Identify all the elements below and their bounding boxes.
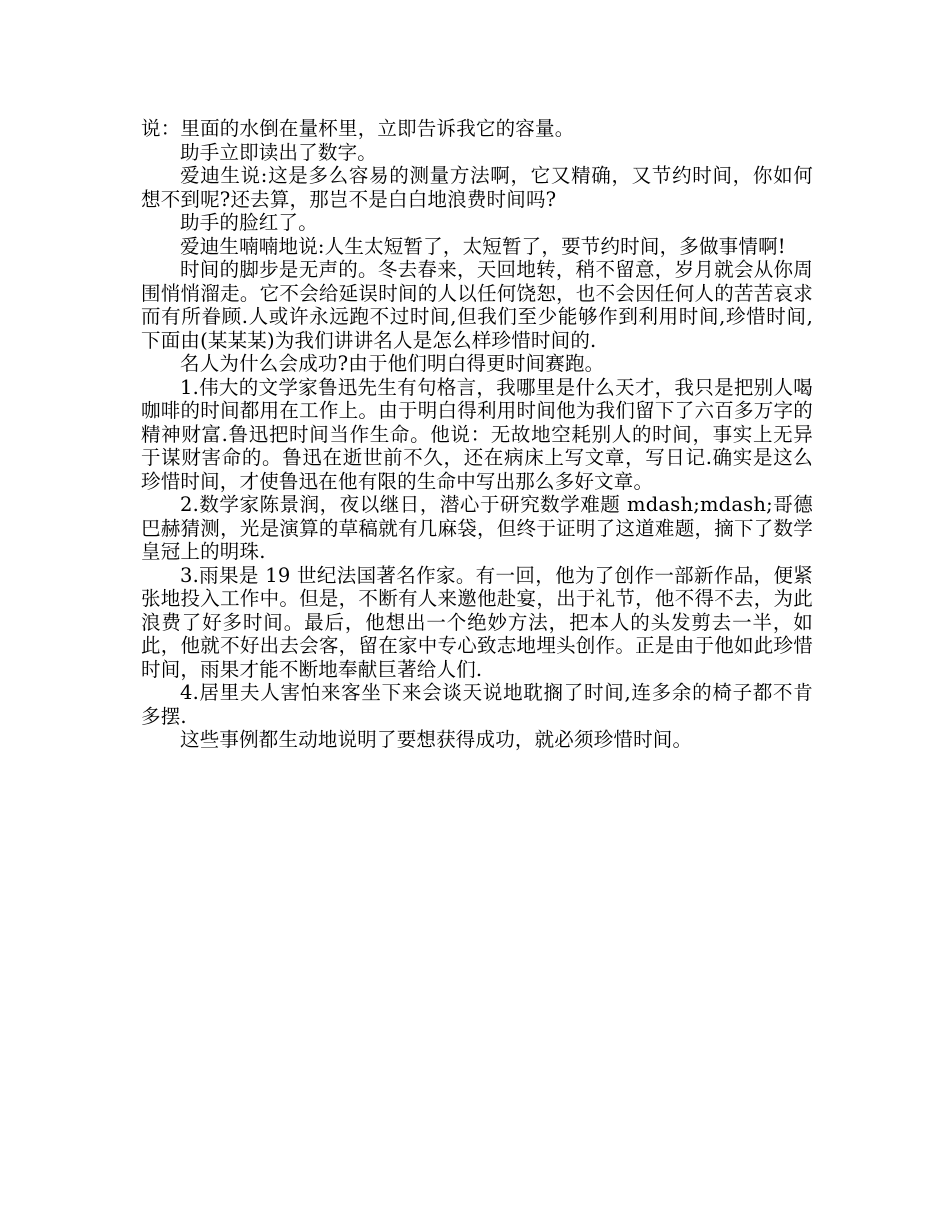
paragraph: 助手立即读出了数字。 bbox=[180, 140, 378, 164]
list-item-paragraph: 1.伟大的文学家鲁迅先生有句格言，我哪里是什么天才，我只是把别人喝咖啡的时间都用在工作上。由于明白得利用时间他为我们留下了六百多万字的精神财富.鲁迅把时间当作生命。他说：无故地空耗别人的时间，事实上无异于谋财害命的。鲁迅在逝世前不久，还在病床上写文章，写日记.确实是这么珍惜时间，才使鲁迅在他有限的生命中写出那么多好文章。 bbox=[141, 375, 813, 493]
document-body bbox=[141, 117, 813, 752]
paragraph: 名人为什么会成功?由于他们明白得更时间赛跑。 bbox=[180, 352, 605, 375]
paragraph: 助手的脸红了。 bbox=[180, 211, 318, 234]
paragraph-conclusion: 这些事例都生动地说明了要想获得成功，就必须珍惜时间。 bbox=[180, 728, 693, 751]
list-item-paragraph: 4.居里夫人害怕来客坐下来会谈天说地耽搁了时间,连多余的椅子都不肯多摆. bbox=[141, 681, 813, 728]
paragraph: 爱迪生说:这是多么容易的测量方法啊，它又精确，又节约时间，你如何想不到呢?还去算，那岂不是白白地浪费时间吗? bbox=[141, 164, 813, 211]
list-item-paragraph: 2.数学家陈景润，夜以继日，潜心于研究数学难题 mdash;mdash;哥德巴赫猜测，光是演算的草稿就有几麻袋，但终于证明了这道难题，摘下了数学皇冠上的明珠. bbox=[141, 493, 813, 563]
paragraph: 爱迪生喃喃地说:人生太短暂了，太短暂了，要节约时间，多做事情啊! bbox=[180, 234, 786, 258]
paragraph: 时间的脚步是无声的。冬去春来，天回地转，稍不留意，岁月就会从你周围悄悄溜走。它不会给延误时间的人以任何饶恕，也不会因任何人的苦苦哀求而有所眷顾.人或许永远跑不过时间,但我们至少能够作到利用时间,珍惜时间,下面由(某某某)为我们讲讲名人是怎么样珍惜时间的. bbox=[141, 258, 813, 352]
list-item-paragraph: 3.雨果是 19 世纪法国著名作家。有一回，他为了创作一部新作品，便紧张地投入工作中。但是，不断有人来邀他赴宴，出于礼节，他不得不去，为此浪费了好多时间。最后，他想出一个绝妙方法，把本人的头发剪去一半，如此，他就不好出去会客，留在家中专心致志地埋头创作。正是由于他如此珍惜时间，雨果才能不断地奉献巨著给人们. bbox=[141, 563, 813, 681]
paragraph-continuation: 说：里面的水倒在量杯里，立即告诉我它的容量。 bbox=[141, 117, 575, 140]
